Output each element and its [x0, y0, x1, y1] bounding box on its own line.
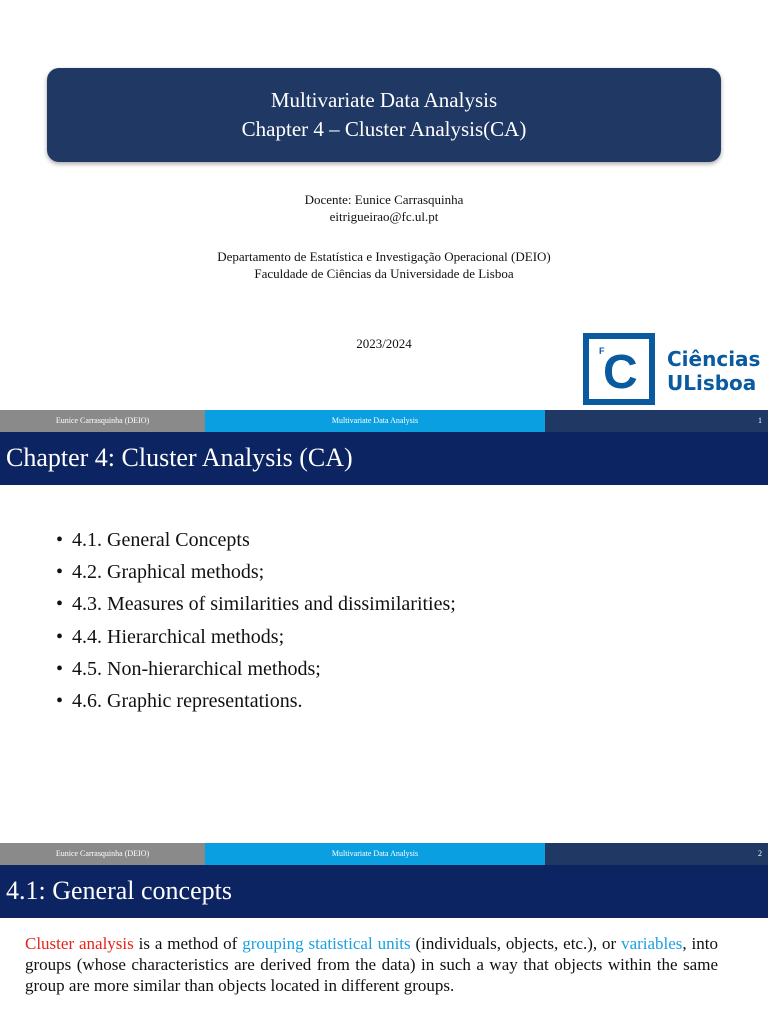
list-item: • 4.3. Measures of similarities and dissimilarities; [56, 593, 456, 616]
definition-paragraph: Cluster analysis is a method of grouping statistical units (individuals, objects, etc.), or variables, into groups (whose characteristics are derived from the data) in such a way that objects within the same group are more similar than objects located in different groups. [25, 934, 718, 995]
page-number: 1 [758, 416, 762, 425]
page-number: 2 [758, 849, 762, 858]
slide-title-bar: Chapter 4: Cluster Analysis (CA) [0, 432, 768, 485]
list-item: • 4.6. Graphic representations. [56, 689, 303, 712]
title-box [47, 68, 721, 162]
footer-page-number [545, 410, 768, 432]
logo-word-ciencias: Ciências [667, 347, 761, 371]
footer-course: Multivariate Data Analysis [205, 843, 545, 865]
logo-f-mark: F [599, 346, 605, 356]
faculty: Faculdade de Ciências da Universidade de Lisboa [254, 266, 514, 281]
logo-word-ulisboa: ULisboa [667, 371, 757, 395]
term-grouping-units: grouping statistical units [242, 934, 411, 953]
list-item: • 4.2. Graphical methods; [56, 561, 265, 584]
slide-footer [0, 843, 768, 865]
course-title: Multivariate Data Analysis [270, 88, 498, 112]
academic-year: 2023/2024 [356, 336, 412, 351]
footer-author: Eunice Carrasquinha (DEIO) [0, 410, 205, 432]
term-cluster-analysis: Cluster analysis [25, 934, 134, 953]
footer-page-number [545, 843, 768, 865]
chapter-title: Chapter 4 – Cluster Analysis(CA) [241, 117, 527, 141]
footer-author: Eunice Carrasquinha (DEIO) [0, 843, 205, 865]
title-slide [0, 0, 768, 410]
contents-list [56, 524, 456, 717]
department: Departamento de Estatística e Investigação Operacional (DEIO) [217, 249, 551, 264]
footer-course: Multivariate Data Analysis [205, 410, 545, 432]
slide-title-bar: 4.1: General concepts [0, 865, 768, 918]
logo-square [583, 333, 655, 405]
list-item: • 4.4. Hierarchical methods; [56, 625, 285, 648]
list-item: • 4.5. Non-hierarchical methods; [56, 657, 321, 680]
lecturer-email[interactable]: eitrigueirao@fc.ul.pt [329, 209, 439, 224]
logo-c-mark: C [603, 346, 638, 399]
list-item: • 4.1. General Concepts [56, 529, 250, 551]
term-variables: variables [621, 934, 683, 953]
slide-footer [0, 410, 768, 432]
lecturer-name: Docente: Eunice Carrasquinha [304, 192, 464, 207]
